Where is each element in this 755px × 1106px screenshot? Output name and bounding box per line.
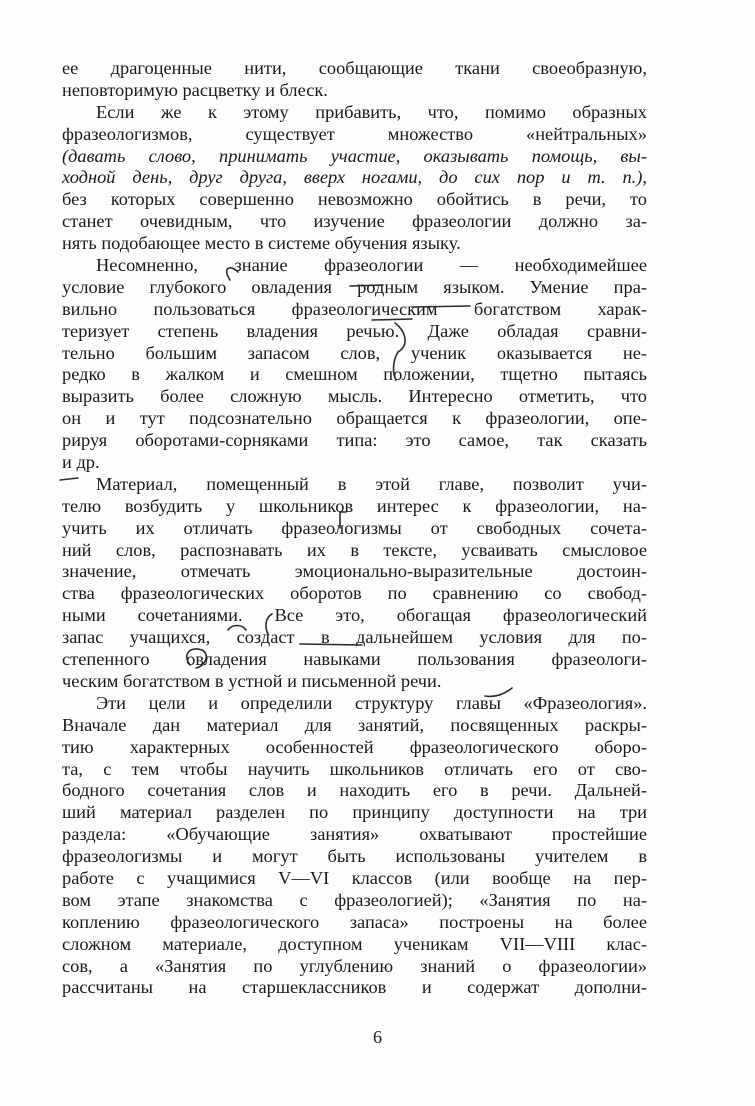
text-line: Вначале дан материал для занятий, посвященных раскры- xyxy=(62,714,647,735)
text-line: условие глубокого овладения родным языком. Умение пра- xyxy=(62,276,647,297)
text-line: (давать слово, принимать участие, оказывать помощь, вы- xyxy=(62,145,647,166)
text-line: сложном материале, доступном ученикам VII—VIII клас- xyxy=(62,933,647,954)
text-line: вом этапе знакомства с фразеологией); «Занятия по на- xyxy=(62,889,647,910)
text-line: вильно пользоваться фразеологическим богатством харак- xyxy=(62,298,647,319)
text-line: запас учащихся, создаст в дальнейшем условия для по- xyxy=(62,627,647,648)
text-line: работе с учащимися V—VI классов (или вообще на пер- xyxy=(62,867,647,888)
text-line: тию характерных особенностей фразеологического оборо- xyxy=(62,736,647,757)
text-line: ческим богатством в устной и письменной речи. xyxy=(62,670,442,691)
text-line: фразеологизмов, существует множество «нейтральных» xyxy=(62,123,647,144)
text-line: станет очевидным, что изучение фразеологии должно за- xyxy=(62,211,647,232)
text-line: коплению фразеологического запаса» построены на более xyxy=(62,911,647,932)
text-line: ства фразеологических оборотов по сравнению со свобод- xyxy=(62,583,647,604)
text-line: та, с тем чтобы научить школьников отличать его от сво- xyxy=(62,758,647,779)
text-line: бодного сочетания слов и находить его в речи. Дальней- xyxy=(62,780,647,801)
text-line: рассчитаны на старшеклассников и содержат дополни- xyxy=(62,977,647,998)
text-line: раздела: «Обучающие занятия» охватывают простейшие xyxy=(62,824,647,845)
text-line: ее драгоценные нити, сообщающие ткани своеобразную, xyxy=(62,58,647,78)
text-line: значение, отмечать эмоционально-выразительные достоин- xyxy=(62,561,647,582)
text-line: неповторимую расцветку и блеск. xyxy=(62,79,328,100)
text-line: Материал, помещенный в этой главе, позволит учи- xyxy=(96,473,647,494)
text-line: ний слов, распознавать их в тексте, усваивать смысловое xyxy=(62,539,647,560)
text-line: он и тут подсознательно обращается к фразеологии, опе- xyxy=(62,408,647,429)
text-line: рируя оборотами-сорняками типа: это самое, так сказать xyxy=(62,430,647,451)
text-line: степенного овладения навыками пользования фразеологи- xyxy=(62,649,647,670)
text-line: ший материал разделен по принципу доступности на три xyxy=(62,802,647,823)
text-line: Эти цели и определили структуру главы «Фразеология». xyxy=(96,692,647,713)
text-line: ными сочетаниями. Все это, обогащая фразеологический xyxy=(62,605,647,626)
text-line: и др. xyxy=(62,452,100,473)
text-line: сов, а «Занятия по углублению знаний о фразеологии» xyxy=(62,955,647,976)
text-line: учить их отличать фразеологизмы от свободных сочета- xyxy=(62,517,647,538)
text-line: редко в жалком и смешном положении, тщетно пытаясь xyxy=(62,364,647,385)
body-text xyxy=(62,58,647,999)
text-line: нять подобающее место в системе обучения языку. xyxy=(62,233,461,254)
text-line: выразить более сложную мысль. Интересно отметить, что xyxy=(62,386,647,407)
text-line: Если же к этому прибавить, что, помимо образных xyxy=(96,101,647,122)
text-line: без которых совершенно невозможно обойтись в речи, то xyxy=(62,189,647,210)
text-line: ходной день, друг друга, вверх ногами, до сих пор и т. п.), xyxy=(62,167,647,188)
text-line: фразеологизмы и могут быть использованы учителем в xyxy=(62,846,647,867)
text-line: телю возбудить у школьников интерес к фразеологии, на- xyxy=(62,495,647,516)
page-number: 6 xyxy=(373,1027,382,1047)
text-line: тельно большим запасом слов, ученик оказывается не- xyxy=(62,342,647,363)
text-line: Несомненно, знание фразеологии — необходимейшее xyxy=(96,255,647,276)
text-line: теризует степень владения речью. Даже обладая сравни- xyxy=(62,320,647,341)
